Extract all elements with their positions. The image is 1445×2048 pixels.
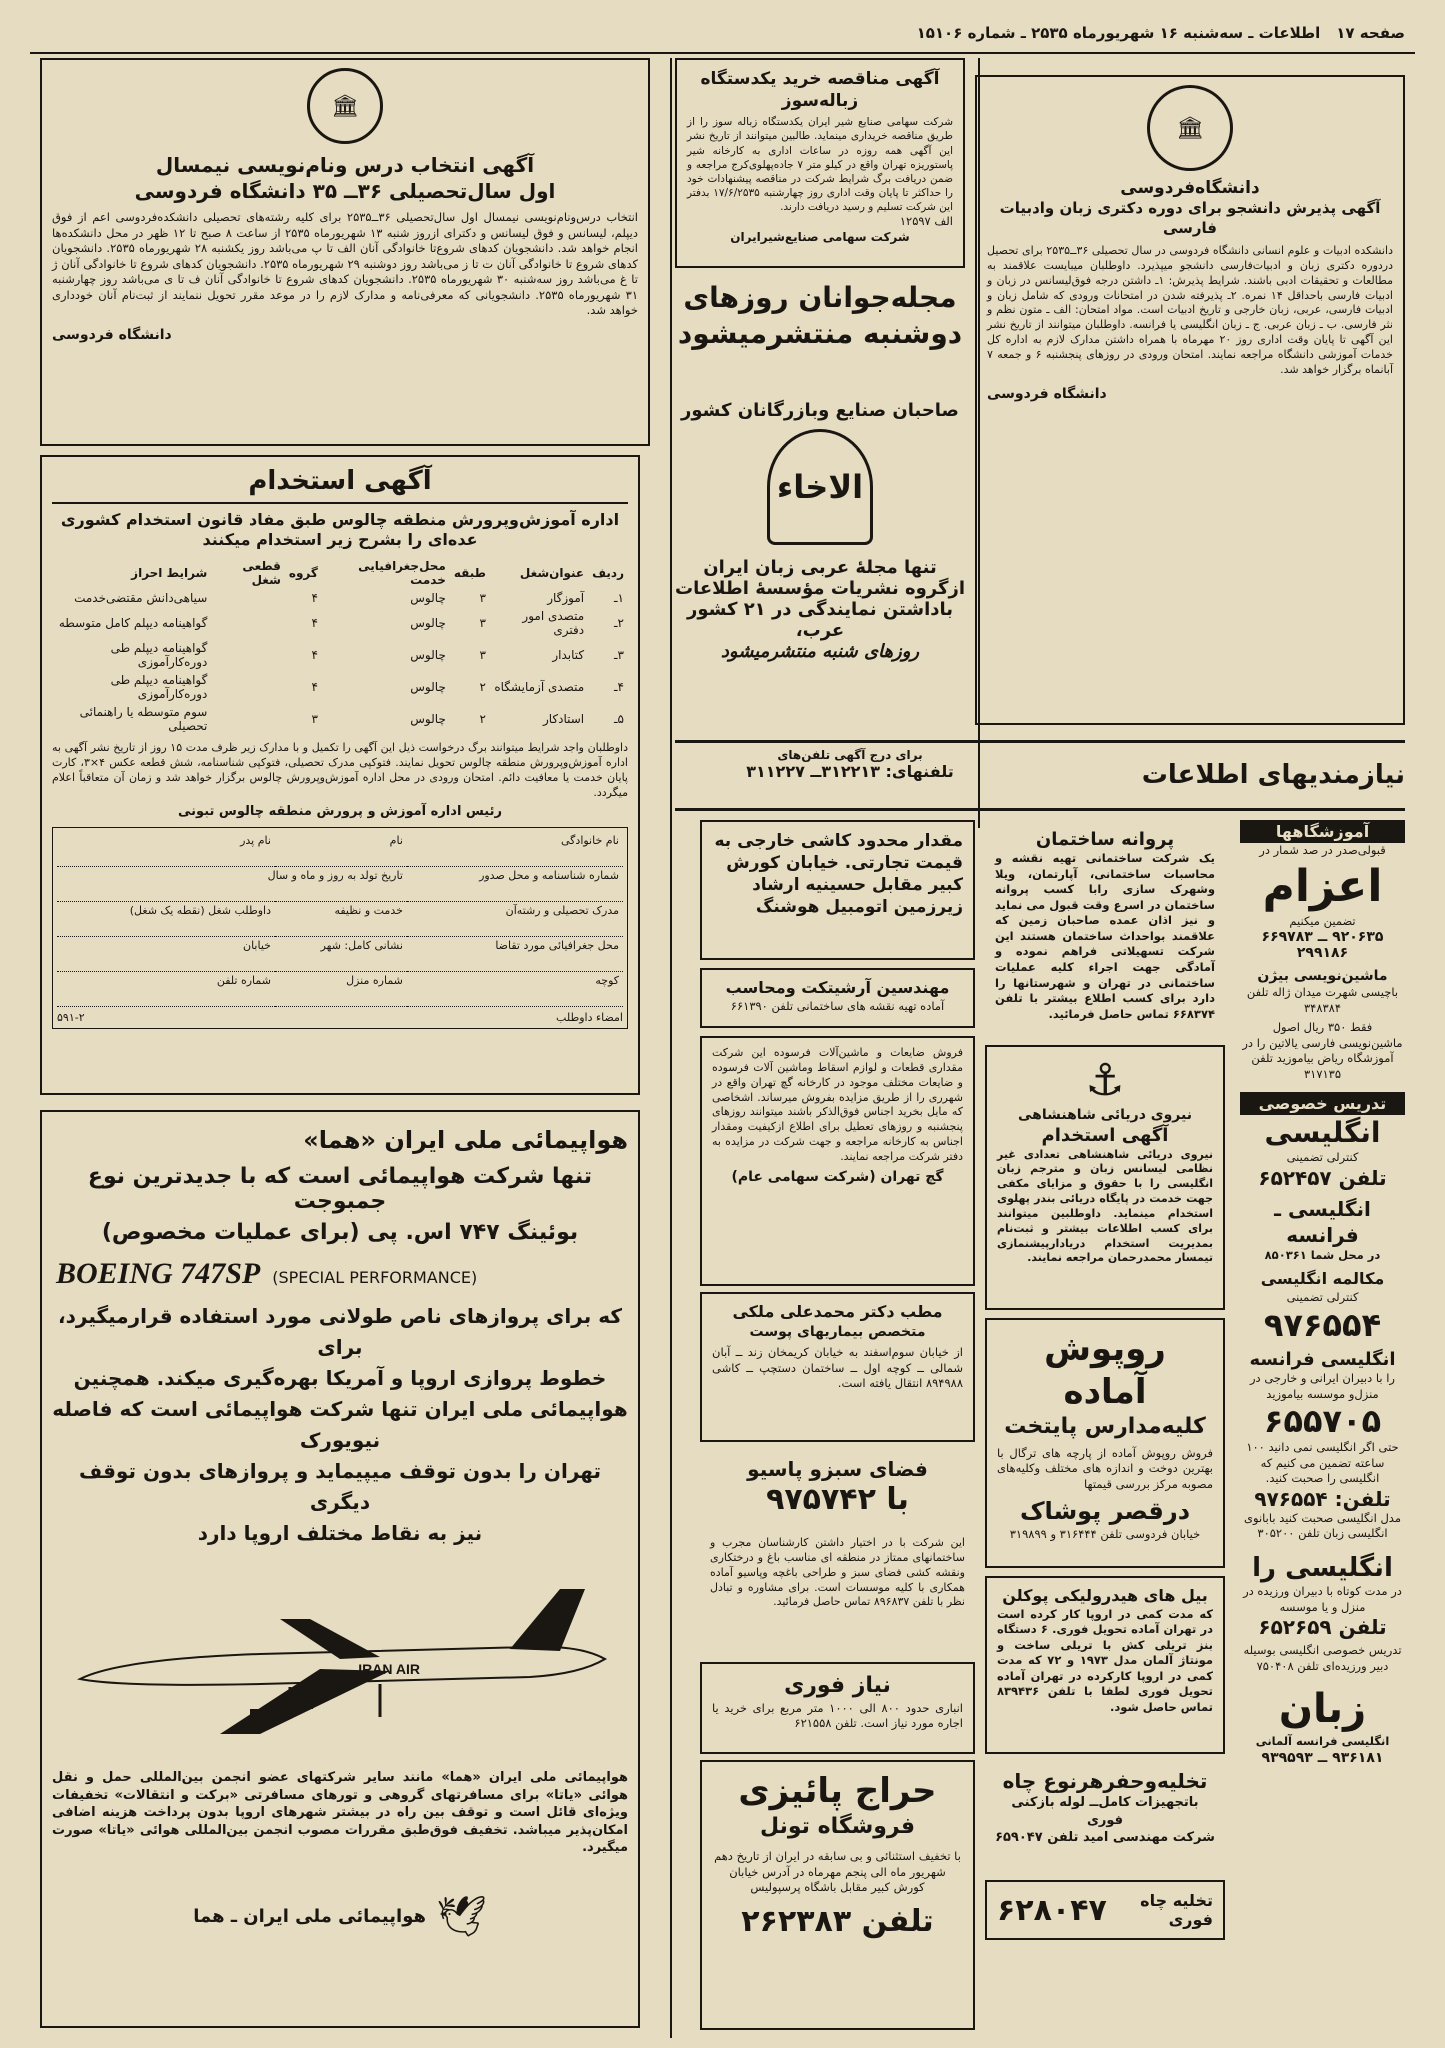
- cell: سیاهی‌دانش‌ مقتضی‌خدمت: [74, 591, 208, 606]
- excavator-ad: [985, 1576, 1225, 1754]
- uniform-address: خیابان فردوسی تلفن ۳۱۶۴۴۴ و ۳۱۹۸۹۹: [1009, 1527, 1201, 1542]
- table-row: [52, 639, 628, 671]
- alakha-line-3: باداشتن نمایندگی در ۲۱ کشور عرب،: [686, 599, 954, 641]
- cell: چالوس: [410, 616, 446, 631]
- cell: ۳ـ: [614, 648, 624, 663]
- zaban-phone: ۹۳۶۱۸۱ ــ ۹۳۹۵۹۳: [1261, 1749, 1384, 1766]
- category-heading: تدریس خصوصی: [1240, 1092, 1405, 1115]
- alakha-top: صاحبان صنایع وبازرگانان کشور: [681, 400, 959, 421]
- zaban-sub: انگلیسی فرانسه آلمانی: [1255, 1734, 1390, 1749]
- cell: ۱ـ: [614, 591, 624, 606]
- form-field[interactable]: داوطلب شغل (نقطه یک شغل): [57, 902, 275, 937]
- homa-brand: هواپیمائی ملی ایران «هما»: [303, 1126, 628, 1154]
- warehouse-title: نیاز فوری: [784, 1673, 891, 1698]
- typing2-body: فقط ۳۵۰ ریال اصول ماشین‌نویسی فارسی یالاتین را در آموزشگاه ریاض بیاموزید تلفن ۳۱۷۱۳۵: [1242, 1020, 1403, 1081]
- well-body: باتجهیزات کامل‌ــ لوله بازکنی فوری: [1011, 1795, 1199, 1828]
- excavator-body: که مدت کمی در اروپا کار کرده است در تهران آماده تحویل فوری. ۶ دستگاه بنز تریلی کش با تریلی ساخت و مونتاژ آلمان مدل ۱۹۷۳ و ۷۲ که مدت کمی در اروپا کارکرده در تهران آماده تحویل فوری لطفا با تلفن ۸۳۹۴۳۶ تماس حاصل شود.: [997, 1606, 1213, 1714]
- iran-air-ad: [40, 1110, 640, 2028]
- alakha-line-2: ازگروه نشریات مؤسسهٔ اطلاعات: [675, 578, 965, 599]
- form-field[interactable]: مدرک تحصیلی و رشته‌آن: [407, 902, 623, 937]
- form-field[interactable]: نام: [275, 832, 407, 867]
- cell: ۳: [479, 648, 486, 663]
- cell: گواهینامه دیپلم طی دوره‌کارآموزی: [110, 673, 208, 702]
- form-field[interactable]: شماره تلفن: [57, 972, 275, 1007]
- page-header: [40, 24, 1405, 52]
- alakha-line-1: تنها مجلهٔ عربی زبان ایران: [703, 557, 937, 578]
- homa-text-line: نیز به نقاط مختلف اروپا دارد: [197, 1521, 483, 1545]
- ad-subtitle: اول سال‌تحصیلی ۳۶ــ ۳۵ دانشگاه فردوسی: [134, 179, 556, 203]
- boeing-model: BOEING 747SP: [56, 1257, 261, 1290]
- cell: ۴: [311, 680, 318, 695]
- form-field[interactable]: محل جغرافیائی مورد تقاضا: [407, 937, 623, 972]
- cell: [211, 671, 285, 703]
- column-header: ردیف: [592, 566, 624, 581]
- form-field[interactable]: شماره منزل: [275, 972, 407, 1007]
- alakha-magazine-ad: [675, 400, 965, 662]
- well-tag: تخلیه چاه فوری: [1140, 1891, 1213, 1929]
- table-row: [52, 589, 628, 607]
- zaban-title: زبان: [1278, 1686, 1367, 1733]
- form-field[interactable]: شماره شناسنامه و محل صدور: [407, 867, 623, 902]
- ad-org: دانشگاه‌فردوسی: [1120, 178, 1260, 198]
- employment-signature: رئیس اداره آموزش و پرورش منطقه چالوس تبونی: [178, 804, 502, 820]
- form-field[interactable]: کوچه: [407, 972, 623, 1007]
- cell: ۲: [479, 712, 486, 727]
- jet-livery-text: IRAN AIR: [358, 1661, 420, 1677]
- architect-title: مهندسین آرشیتکت ومحاسب: [725, 978, 950, 997]
- category-heading: آموزشگاهها: [1240, 820, 1405, 843]
- column-rule: [670, 58, 672, 2038]
- well-signature: شرکت مهندسی امید تلفن ۶۵۹۰۴۷: [995, 1830, 1215, 1846]
- ad-body: دانشکده ادبیات و علوم انسانی دانشگاه فردوسی در سال تحصیلی ۳۶ــ۲۵۳۵ برای تحصیل دردوره دکتری زبان و ادبیات‌فارسی دانشجو میپذیرد. داوطلبان میبایست علاقمند به مطالعات و تحقیقات ادبی باشند. شرایط پذیرش: ۱ـ داشتن درجه فوق‌لیسانس در زبان و ادبیات فارسی باحداقل ۱۴ نمره. ۲ـ پذیرفته شدن در امتحانات ورودی که شامل زبان و ادبیات فارسی، عربی، زبان خارجی و تاریخ ادبیات است. مواد امتحان: الف ـ متون نظم و نثر فارسی. ب ـ زبان عربی. ج ـ زبان انگلیسی یا فرانسه. داوطلبان میتوانند از تاریخ نشر این آگهی تا پایان وقت اداری روز ۲۰ مهرماه با همراه داشتن مدارک لازم به اداره کل خدمات آموزشی دانشگاه مراجعه نمایند. امتحان ورودی در روزهای پنجشنبه ۶ و جمعه ۷ آبانماه برگزار خواهد شد.: [987, 244, 1393, 376]
- ezam-sub: تضمین میکنیم: [1289, 913, 1356, 928]
- typing-title: ماشین‌نویسی بیژن: [1257, 968, 1388, 985]
- table-row: [52, 671, 628, 703]
- alakha-logo-icon: [767, 429, 873, 545]
- garden-title: فضای سبزو پاسیو: [747, 1457, 928, 1481]
- warehouse-body: انباری حدود ۸۰۰ الی ۱۰۰۰ متر مربع برای خرید یا اجاره مورد نیاز است. تلفن ۶۲۱۵۵۸: [712, 1700, 963, 1731]
- tender-signature: شرکت سهامی صنایع‌شیرایران: [730, 229, 910, 244]
- clinic-title: مطب دکتر محمدعلی ملکی: [732, 1302, 943, 1321]
- uniform-ad: [985, 1318, 1225, 1568]
- form-field[interactable]: نشانی کامل: شهر: [275, 937, 407, 972]
- homa-logo: [52, 1893, 628, 1940]
- english3-body: مدل انگلیسی صحبت کنید بابانوی انگلیسی زبان تلفن ۳۰۵۲۰۰: [1244, 1510, 1401, 1541]
- form-sign-label: امضاء داوطلب: [556, 1011, 623, 1025]
- english4-body: در مدت کوتاه با دبیران ورزیده در منزل و یا موسسه: [1243, 1584, 1402, 1614]
- tender-title: آگهی مناقصه خرید یکدستگاه: [700, 69, 940, 89]
- form-field[interactable]: خیابان: [57, 937, 275, 972]
- form-code: ۵۹۱-۲: [57, 1011, 85, 1025]
- employment-title: اداره آموزش‌وپرورش منطقه چالوس طبق مفاد قانون استخدام کشوری عده‌ای را بشرح زیر استخدام میکنند: [60, 509, 620, 550]
- javanan-line-2: دوشنبه منتشرمیشود: [677, 317, 963, 351]
- english2-phone: تلفن: ۹۷۶۵۵۴: [1254, 1486, 1391, 1511]
- conversation-phone: ۹۷۶۵۵۴: [1263, 1305, 1382, 1344]
- tile-ad: [700, 820, 975, 960]
- english-title: انگلیسی: [1264, 1116, 1381, 1150]
- scrap-sale-ad: [700, 1036, 975, 1286]
- well-phone: ۶۲۸۰۴۷: [997, 1892, 1107, 1928]
- tender-title-2: زباله‌سوز: [781, 91, 859, 112]
- homa-bird-icon: 🕊: [435, 1893, 487, 1940]
- cell: [211, 589, 285, 607]
- cell: ۴: [311, 648, 318, 663]
- garden-ad-body: [700, 1528, 975, 1658]
- incinerator-tender-ad: [675, 58, 965, 268]
- employment-body: داوطلبان واجد شرایط میتوانند برگ درخواست ذیل این آگهی را تکمیل و با مدارک زیر ظرف مدت ۱۵ روز از تاریخ نشر آگهی به اداره آموزش‌وپرورش منطقه چالوس تحویل نمایند. فتوکپی مدرک تحصیلی، فتوکپی شناسنامه، شش قطعه عکس ۴×۳، کارت پایان خدمت یا معافیت دائم. امتحان ورودی در محل اداره آموزش‌وپرورش چالوس برگزار خواهد شد و زمان آن متعاقباً اعلام میگردد.: [52, 741, 628, 799]
- english-sub: کنترلی تضمینی: [1286, 1150, 1359, 1165]
- clinic-subtitle: متخصص بیماریهای پوست: [749, 1323, 926, 1340]
- tender-body: شرکت سهامی صنایع شیر ایران یکدستگاه زباله سوز را از طریق مناقصه خریداری مینماید. طالبین میتوانند از تاریخ نشر این آگهی همه روزه در ساعات اداری به کارخانه شیر پاستوریزه تهران واقع در کیلو متر ۷ جاده‌پهلوی‌کرج مراجعه و ضمن دریافت برگ شرایط شرکت در مناقصه پیشنهادات خود را حداکثر تا پایان وقت اداری روز چهارشنبه ۱۷/۶/۲۵۳۵ بدفتر این شرکت تسلیم و رسید دریافت دارند.: [687, 116, 953, 214]
- classifieds-title: نیازمندیهای اطلاعات: [1141, 760, 1405, 790]
- homa-paragraph: [52, 1301, 628, 1549]
- homa-line-1: تنها شرکت هواپیمائی است که با جدیدترین نوع جمبوجت: [87, 1164, 593, 1214]
- navy-anchor-icon: ⚓: [1085, 1055, 1125, 1106]
- column-header: عنوان‌شغل: [519, 566, 585, 581]
- category-sub: قبولی‌صدر در صد شمار در: [1259, 843, 1386, 857]
- positions-table: [52, 557, 628, 735]
- form-field[interactable]: خدمت و نظیفه: [275, 902, 407, 937]
- english5-body: تدریس خصوصی انگلیسی بوسیله دبیر ورزیده‌ای تلفن ۷۵۰۴۰۸: [1243, 1643, 1402, 1673]
- homa-text-line: خطوط پروازی اروپا و آمریکا بهره‌گیری میکند. همچنین: [73, 1366, 607, 1390]
- classifieds-rule: [675, 740, 1405, 743]
- cell: ۴: [311, 616, 318, 631]
- garden-phone: با ۹۷۵۷۴۲: [766, 1482, 909, 1517]
- boeing-model-line: [52, 1257, 628, 1291]
- cell: ۳: [479, 591, 486, 606]
- cell: چالوس: [410, 648, 446, 663]
- ezam-phone: ۲۹۹۱۸۶: [1296, 945, 1349, 962]
- scrap-signature: گچ تهران (شرکت سهامی عام): [731, 1168, 944, 1185]
- university-seal-icon: 🏛: [307, 68, 383, 144]
- classifieds-rule: [675, 808, 1405, 811]
- javanan-magazine-ad: [675, 280, 965, 353]
- navy-title: آگهی استخدام: [1041, 1125, 1169, 1147]
- engfr2-title: انگلیسی فرانسه: [1249, 1348, 1396, 1370]
- uniform-subtitle: کلیه‌مدارس پایتخت: [1004, 1414, 1206, 1439]
- ad-title: آگهی پذیرش دانشجو برای دوره دکتری زبان وادبیات فارسی: [999, 199, 1381, 237]
- english4-phone: تلفن ۶۵۲۶۵۹: [1258, 1615, 1387, 1640]
- jumbo-jet-illustration: [60, 1559, 620, 1759]
- navy-org: نیروی دریائی شاهنشاهی: [1018, 1107, 1192, 1123]
- sale-phone: تلفن ۲۶۲۳۸۳: [741, 1903, 934, 1939]
- english2-body: حتی اگر انگلیسی نمی دانید ۱۰۰ ساعته تضمین می کنیم که انگلیسی را صحبت کنید.: [1246, 1440, 1399, 1486]
- cell: کتابدار: [552, 648, 585, 663]
- engfr-title: انگلیسی ـ فرانسه: [1274, 1196, 1371, 1247]
- ad-body: انتخاب درس‌ونام‌نویسی نیمسال اول سال‌تحصیلی ۳۶ــ۲۵۳۵ برای کلیه رشته‌های تحصیلی دانشکده‌فردوسی اعم از فوق دیپلم، لیسانس و فوق لیسانس و دکترای ازروز شنبه ۱۳ شهریورماه ۲۵۳۵ از ساعت ۸ صبح تا ۱۲ ظهر در محل دانشکده‌ها انجام خواهد شد. دانشجویان کدهای شروع‌تا خانوادگی آنان الف تا پ می‌باشد روز یکشنبه ۲۸ شهریورماه ۲۵۳۵. دانشجویان کدهای شروع تا خانوادگی آنان ت تا ز می‌باشد روز دوشنبه ۲۹ شهریورماه ۲۵۳۵. دانشجویان کدهای شروع تا خانوادگی آنان ژ تا غ می‌باشد روز سه‌شنبه ۳۰ شهریورماه ۲۵۳۵. دانشجویان کدهای شروع تا خانوادگی آنان ف تا ی می‌باشد روز چهارشنبه ۳۱ شهریورماه ۲۵۳۵. دانشجویانی که معرفی‌نامه و مدارک لازم را در موعد مقرر تحویل ننمایند از ثبت‌نام آنان خودداری خواهد شد.: [52, 210, 639, 318]
- engfr2-phone: ۶۵۵۷۰۵: [1263, 1402, 1382, 1441]
- uniform-title: روپوش آماده: [1044, 1329, 1166, 1412]
- cell: استادکار: [542, 712, 585, 727]
- column-header: محل‌جغرافیایی خدمت: [358, 559, 446, 588]
- permit-ad: [985, 820, 1225, 1040]
- right-column: [1240, 820, 1405, 1766]
- cell: آموزگار: [547, 591, 585, 606]
- form-footer: [57, 1011, 623, 1024]
- garden-body: این شرکت با در اختیار داشتن کارشناسان مجرب و ساختمانهای ممتاز در منطقه ای مناسب باغ و درختکاری ونقشه کشی فضای سبز و طراحی باغچه وپاسیو آماده همکاری با کلیه موسسات است. برای مشاوره و تبادل نظر با تلفن ۸۹۶۸۳۷ تماس حاصل فرمائید.: [710, 1536, 965, 1609]
- classifieds-phones: [685, 748, 1015, 781]
- form-field[interactable]: تاریخ تولد به روز و ماه و سال: [57, 867, 407, 902]
- table-row: [52, 703, 628, 735]
- excavator-title: بیل های هیدرولیکی پوکلن: [1002, 1586, 1208, 1605]
- cell: [211, 607, 285, 639]
- engfr-sub: در محل شما ۸۵۰۳۶۱: [1264, 1247, 1381, 1262]
- navy-body: نیروی دریائی شاهنشاهی تعدادی غیر نظامی لیسانس زبان و مترجم زبان انگلیسی را با حقوق و مزایای مکفی جهت خدمت در پایگاه دریائی بندر پهلوی استخدام مینماید. داوطلبین میتوانند برای کسب اطلاعات بیشتر و ثبت‌نام بمدیریت استخدام دریادار‌پیشنمازی تیمسار محمدرحمان مراجعه نمایند.: [997, 1147, 1213, 1265]
- column-header: طبقه: [453, 566, 486, 581]
- autumn-sale-ad: [700, 1760, 975, 2030]
- paper-dateline: اطلاعات ـ سه‌شنبه ۱۶ شهریورماه ۲۵۳۵ ـ شماره ۱۵۱۰۶: [916, 24, 1321, 42]
- conversation-sub: کنترلی تضمینی: [1286, 1290, 1359, 1305]
- jet-engine: [250, 1709, 278, 1719]
- sale-title: حراج پائیزی: [738, 1771, 937, 1811]
- cell: ۴ـ: [614, 680, 624, 695]
- cell: گواهینامه دیپلم کامل متوسطه: [58, 616, 208, 631]
- column-header: قطعی شغل: [242, 559, 281, 588]
- cell: چالوس: [410, 680, 446, 695]
- cell: چالوس: [410, 591, 446, 606]
- cell: ۲: [479, 680, 486, 695]
- cell: ۴: [311, 591, 318, 606]
- warehouse-ad: [700, 1662, 975, 1754]
- cell: چالوس: [410, 712, 446, 727]
- phones-numbers: تلفنهای: ۳۱۲۲۱۳ــ ۳۱۱۲۲۷: [746, 762, 954, 781]
- navy-ad: [985, 1045, 1225, 1310]
- sale-body: با تخفیف استثنائی و بی سابقه در ایران از تاریخ دهم شهریور ماه الی پنجم مهرماه در آدرس خیابان کورش کبیر مقابل باشگاه پرسپولیس: [714, 1849, 961, 1895]
- garden-ad-header: [700, 1448, 975, 1528]
- ferdowsi-registration-ad: [40, 58, 650, 446]
- homa-logo-text: هواپیمائی ملی ایران ـ هما: [193, 1905, 426, 1927]
- alakha-line-4: روزهای شنبه منتشرمیشود: [720, 641, 920, 662]
- homa-line-2: بوئینگ ۷۴۷ اس. پی (برای عملیات مخصوص): [101, 1220, 579, 1245]
- cell: متصدی آزمایشگاه: [494, 680, 585, 695]
- employment-heading: آگهی استخدام: [52, 465, 628, 504]
- well-phone-ad: [985, 1880, 1225, 1940]
- english-phone: تلفن ۶۵۲۴۵۷: [1258, 1165, 1387, 1190]
- table-row: [52, 607, 628, 639]
- boeing-perf: (SPECIAL PERFORMANCE): [272, 1268, 478, 1287]
- uniform-body: فروش روپوش آماده از پارچه های ترگال با بهترین دوخت و اندازه های مختلف وکلیه‌های مصوبه مرکز بررسی قیمتها: [997, 1445, 1213, 1491]
- cell: ۳: [311, 712, 318, 727]
- cell: متصدی امور دفتری: [522, 609, 585, 638]
- header-rule: [30, 52, 1415, 54]
- architect-body: آماده تهیه نقشه های ساختمانی تلفن ۶۶۱۳۹۰: [730, 998, 945, 1013]
- ad-signature: دانشگاه فردوسی: [987, 385, 1107, 402]
- homa-text-line: هواپیمائی ملی ایران تنها شرکت هواپیمائی است که فاصله نیویورک: [52, 1397, 628, 1452]
- cell: سوم متوسطه یا راهنمائی تحصیلی: [79, 705, 208, 734]
- cell: [211, 639, 285, 671]
- application-form: [52, 827, 628, 1029]
- engfr2-sub: را با دبیران ایرانی و خارجی در منزل‌و موسسه بیاموزید: [1250, 1371, 1395, 1401]
- column-header: شرایط احراز: [131, 566, 208, 581]
- typing-body: باچیسی شهرت میدان ژاله تلفن ۳۴۸۳۸۴: [1246, 985, 1399, 1015]
- ezam-phone: ۹۲۰۶۳۵ ــ ۶۶۹۷۸۳: [1261, 929, 1384, 946]
- ad-signature: دانشگاه فردوسی: [52, 326, 172, 343]
- chalus-employment-ad: [40, 455, 640, 1095]
- form-field[interactable]: نام خانوادگی: [407, 832, 623, 867]
- architect-ad: [700, 968, 975, 1028]
- clinic-ad: [700, 1292, 975, 1442]
- sale-subtitle: فروشگاه تونل: [759, 1813, 916, 1839]
- jet-tail: [510, 1589, 585, 1651]
- form-field[interactable]: نام پدر: [57, 832, 275, 867]
- homa-footer: هواپیمائی ملی ایران «هما» مانند سایر شرکتهای عضو انجمن بین‌المللی حمل و نقل هوائی «یاتا» برای مسافرتهای گروهی و تورهای مسافرتی «برکت و انتقالات» تخفیفات ویژه‌ای قائل است و توقف بین راه در بیشتر شهرهای اروپا بدون پرداخت هزینه اضافی امکان‌پذیر میباشد. تخفیف فوق‌طبق مقررات مصوب انجمن بین‌المللی هوائی «یاتا» صورت میگیرد.: [52, 1770, 628, 1856]
- permit-body: یک شرکت ساختمانی تهیه نقشه و محاسبات ساختمانی، آپارتمان، ویلا وشهرک سازی رابا کسب پروانه ساختمان در اسرع وقت قبول می نماید و نیز اذان عمده صاحبان زمین که علاقمند بواحداث ساختمان هستند این شرکت تسهیلاتی فراهم نموده و آمادگی جهت اجراء کلیه عملیات ساختمانی در تهران و شهرستانها را دارد برای کسب اطلاع بیشتر با تلفن ۶۶۸۳۷۴ تماس حاصل فرمائید.: [995, 851, 1215, 1021]
- english4-title: انگلیسی را: [1252, 1552, 1393, 1583]
- tender-code: الف ۱۲۵۹۷: [899, 214, 953, 229]
- column-header: گروه: [288, 566, 318, 581]
- university-seal-icon: 🏛: [1147, 85, 1233, 171]
- javanan-line-1: مجله‌جوانان روزهای: [683, 281, 957, 314]
- cell: ۳: [479, 616, 486, 631]
- cell: گواهینامه دیپلم طی دوره‌کارآموزی: [110, 641, 208, 670]
- page-number: صفحه ۱۷: [1336, 24, 1405, 42]
- ezam-title: اعزام: [1262, 860, 1383, 912]
- tile-ad-text: مقدار محدود کاشی خارجی به قیمت تجارتی. خیابان کورش کبیر مقابل حسینیه ارشاد زیرزمین اتومبیل هوشنگ: [714, 831, 963, 918]
- cell: ۲ـ: [614, 616, 624, 631]
- permit-title: پروانه ساختمان: [1035, 829, 1175, 850]
- cell: [211, 703, 285, 735]
- cell: ۵ـ: [614, 712, 624, 727]
- conversation-title: مکالمه انگلیسی: [1260, 1269, 1385, 1289]
- alakha-logo-text: الاخاء: [776, 468, 864, 506]
- uniform-shop: درقصر پوشاک: [1019, 1497, 1191, 1526]
- well-title: تخلیه‌وحفرهرنوع چاه: [1002, 1769, 1208, 1793]
- form-table: [57, 832, 623, 1007]
- ad-title: آگهی انتخاب درس ونام‌نویسی نیمسال: [155, 153, 535, 177]
- phones-label: برای درج آگهی تلفن‌های: [777, 748, 923, 762]
- scrap-body: فروش ضایعات و ماشین‌آلات فرسوده این شرکت مقداری قطعات و لوازم اسقاط وماشین آلات فرسوده و ضایعات مختلف موجود در کارخانه گچ تهران واقع در شهرری را از طریق مزایده بفروش میرساند. اشخاصی که مایل بخرید اجناس فوق‌الذکر باشند میتوانند روزهای پنجشنبه و روزهای تعطیل برای اطلاع ازکیفیت ومقدار اجناس به کارخانه مراجعه و جهت شرکت در مزایده به دفتر شرکت مراجعه نمایند.: [712, 1046, 963, 1163]
- well-ad: [985, 1760, 1225, 1870]
- homa-text-line: که برای پروازهای ناص طولانی مورد استفاده قرارمیگیرد، برای: [58, 1304, 622, 1359]
- ferdowsi-phd-ad: [975, 75, 1405, 725]
- homa-text-line: تهران را بدون توقف میپیماید و پروازهای بدون توقف دیگری: [79, 1459, 601, 1514]
- table-header-row: [52, 557, 628, 589]
- clinic-body: از خیابان سوم‌اسفند به خیابان کریمخان زند ــ آبان شمالی ــ کوچه اول ــ ساختمان دستچپ ــ کاشی ۸۹۴۹۸۸ انتقال یافته است.: [712, 1344, 963, 1391]
